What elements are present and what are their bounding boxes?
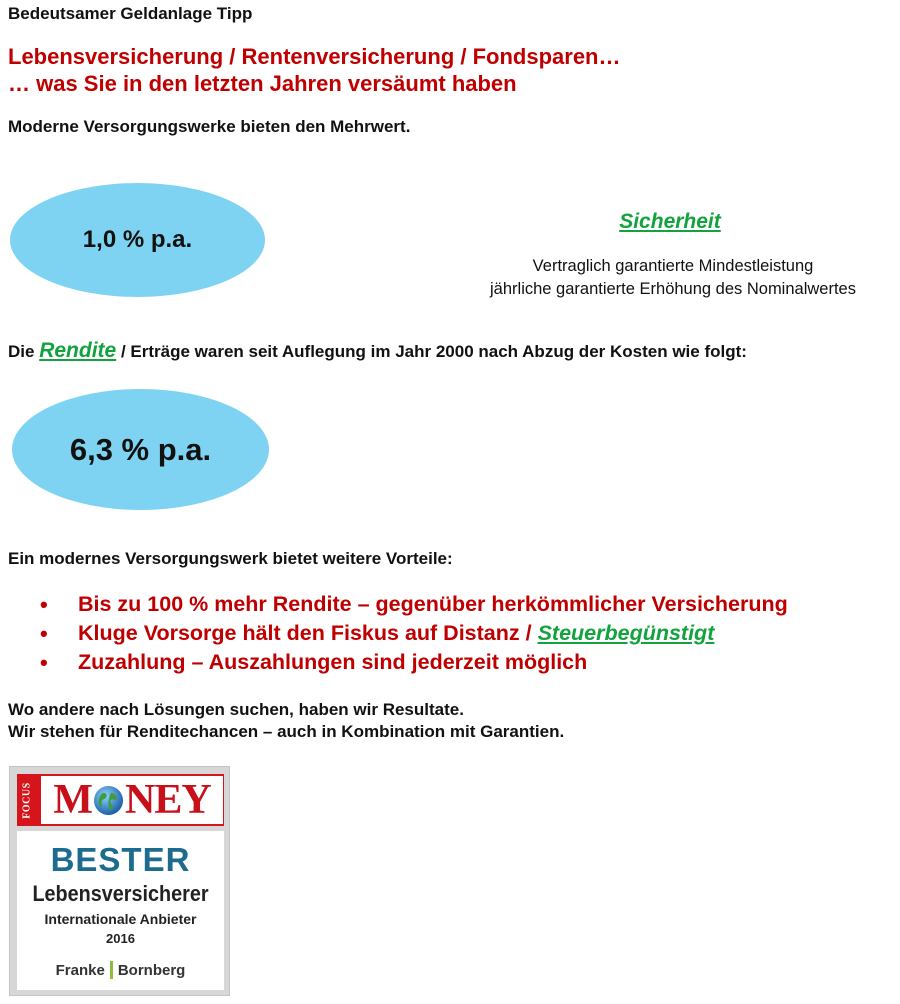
advantage-item bbox=[40, 648, 788, 677]
security-line-1: Vertraglich garantierte Mindestleistung bbox=[532, 257, 814, 275]
bullet-icon: • bbox=[40, 592, 48, 617]
advantages-list bbox=[40, 590, 788, 677]
return-suffix: / Erträge waren seit Auflegung im Jahr 2000 nach Abzug der Kosten wie folgt: bbox=[120, 342, 747, 361]
return-prefix: Die bbox=[8, 342, 35, 361]
closing-line-1: Wo andere nach Lösungen suchen, haben wir Resultate. bbox=[8, 700, 464, 719]
achieved-rate-value: 6,3 % p.a. bbox=[69, 431, 212, 467]
security-line-2: jährliche garantierte Erhöhung des Nominalwertes bbox=[490, 280, 856, 298]
return-statement bbox=[8, 339, 747, 363]
bullet-icon: • bbox=[40, 621, 48, 646]
headline-line-2: … was Sie in den letzten Jahren versäumt haben bbox=[8, 71, 517, 96]
money-logo-rest: NEY bbox=[124, 777, 211, 823]
steuerbeguenstigt-link[interactable]: Steuerbegünstigt bbox=[537, 621, 715, 645]
headline-line-1: Lebensversicherung / Rentenversicherung / Fondsparen… bbox=[8, 44, 621, 69]
badge-bornberg: Bornberg bbox=[117, 961, 186, 979]
badge-bester: BESTER bbox=[50, 841, 191, 878]
advantage-item bbox=[40, 590, 788, 619]
advantage-item bbox=[40, 619, 788, 648]
kicker-text: Bedeutsamer Geldanlage Tipp bbox=[8, 4, 253, 23]
bullet-icon: • bbox=[40, 650, 48, 675]
advantage-item-3-text: Zuzahlung – Auszahlungen sind jederzeit möglich bbox=[78, 650, 588, 674]
badge-body bbox=[17, 831, 224, 990]
rendite-link[interactable]: Rendite bbox=[39, 339, 117, 362]
focus-logo-text: FOCUS bbox=[21, 781, 33, 819]
security-description bbox=[450, 255, 896, 301]
advantage-item-2-text: Kluge Vorsorge hält den Fiskus auf Distanz / bbox=[78, 621, 532, 645]
badge-franke: Franke bbox=[55, 961, 105, 979]
badge-international: Internationale Anbieter bbox=[44, 911, 197, 927]
advantages-heading: Ein modernes Versorgungswerk bietet weitere Vorteile: bbox=[8, 549, 453, 568]
security-title-link[interactable]: Sicherheit bbox=[619, 210, 721, 233]
money-logo-text bbox=[41, 776, 223, 824]
money-logo-m: M bbox=[53, 777, 92, 823]
focus-money-logo bbox=[17, 774, 224, 826]
globe-icon bbox=[93, 785, 124, 816]
closing-line-2: Wir stehen für Renditechancen – auch in Kombination mit Garantien. bbox=[8, 722, 565, 741]
security-heading[interactable] bbox=[450, 210, 890, 234]
badge-year: 2016 bbox=[106, 931, 135, 946]
guaranteed-rate-ellipse bbox=[10, 183, 265, 297]
focus-money-award-badge bbox=[9, 766, 230, 996]
franke-bornberg-logo bbox=[17, 961, 224, 979]
franke-bornberg-bar-icon bbox=[110, 961, 113, 979]
achieved-rate-ellipse bbox=[12, 389, 269, 510]
intro-text: Moderne Versorgungswerke bieten den Mehrwert. bbox=[8, 117, 411, 136]
guaranteed-rate-value: 1,0 % p.a. bbox=[82, 226, 193, 253]
advantage-item-1-text: Bis zu 100 % mehr Rendite – gegenüber herkömmlicher Versicherung bbox=[78, 592, 788, 616]
badge-lebensversicherer: Lebensversicherer bbox=[32, 881, 209, 906]
